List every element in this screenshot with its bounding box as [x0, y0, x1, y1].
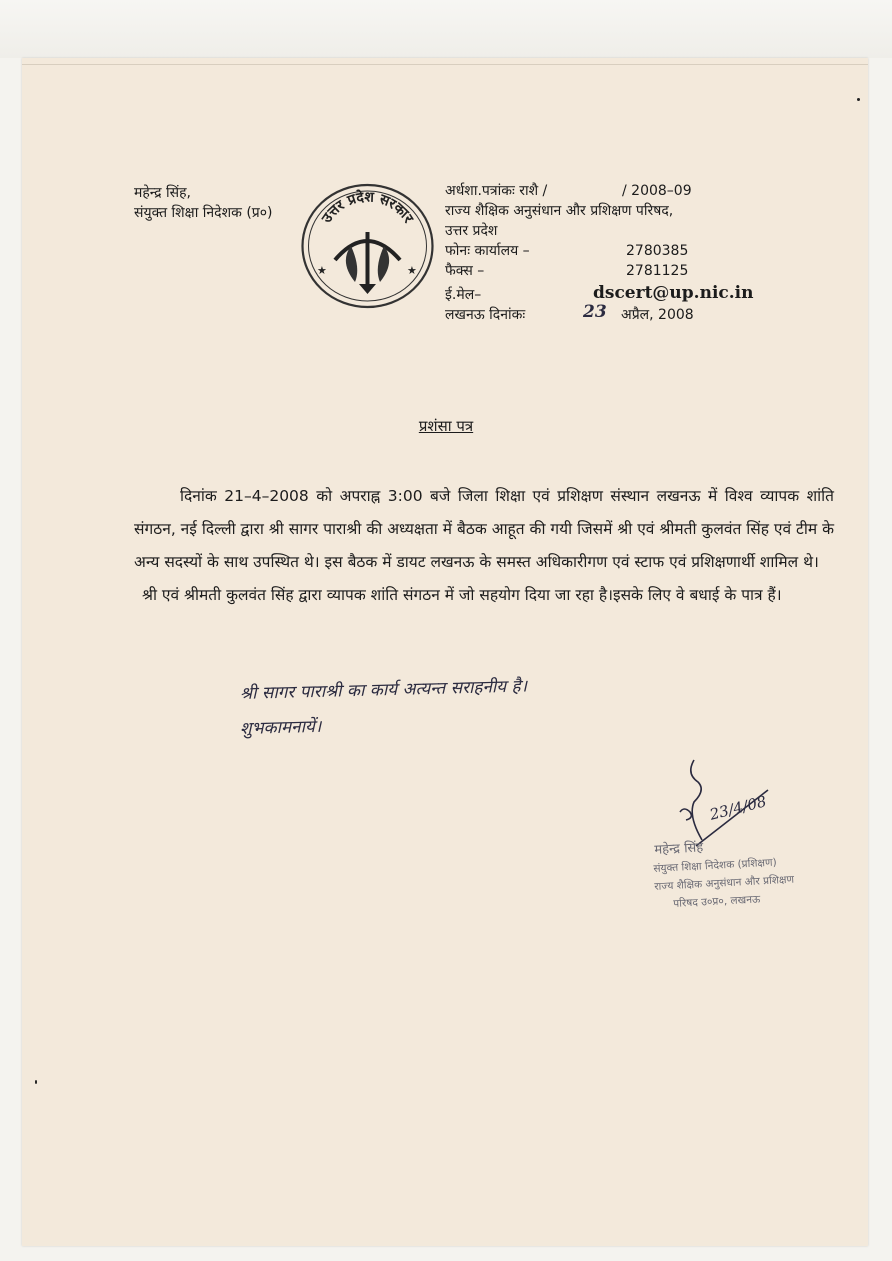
sender-name: महेन्द्र सिंह,	[134, 185, 191, 201]
body-paragraph-2: श्री एवं श्रीमती कुलवंत सिंह द्वारा व्यापक शांति संगठन में जो सहयोग दिया जा रहा है।इसके लिए वे बधाई के पात्र हैं।	[142, 586, 782, 604]
email-value: dscert@up.nic.in	[593, 283, 754, 303]
letter-number-label: अर्धशा.पत्रांकः राशै /	[445, 183, 548, 199]
date-label: लखनऊ दिनांकः	[445, 307, 526, 323]
scan-margin-top	[0, 0, 892, 58]
seal-icon	[299, 182, 436, 310]
sender-designation: संयुक्त शिक्षा निदेशक (प्र०)	[134, 205, 273, 221]
scan-speck	[35, 1080, 37, 1084]
stamp-line-1: संयुक्त शिक्षा निदेशक (प्रशिक्षण)	[653, 856, 777, 875]
official-stamp	[652, 835, 795, 914]
letter-heading: प्रशंसा पत्र	[418, 417, 474, 435]
letter-body	[134, 480, 834, 612]
government-seal	[299, 182, 436, 310]
signature-date: 23/4/08	[707, 792, 769, 824]
handwritten-note-line-1: श्री सागर पाराश्री का कार्य अत्यन्त सराहनीय है।	[239, 676, 528, 704]
email-label: ई.मेल–	[445, 287, 482, 303]
fax-label: फैक्स –	[445, 263, 485, 279]
svg-text:★: ★	[317, 264, 327, 277]
organization-line-2: उत्तर प्रदेश	[445, 223, 498, 239]
organization-line-1: राज्य शैक्षिक अनुसंधान और प्रशिक्षण परिषद,	[445, 203, 674, 219]
stamp-name: महेन्द्र सिंह	[654, 840, 704, 858]
phone-label: फोनः कार्यालय –	[445, 243, 530, 259]
paper-top-edge	[22, 64, 868, 65]
phone-value: 2780385	[626, 243, 689, 259]
letter-number-year: / 2008–09	[622, 183, 692, 199]
svg-text:★: ★	[407, 264, 417, 277]
handwritten-note-line-2: शुभकामनायें।	[239, 716, 322, 739]
date-value: अप्रैल, 2008	[621, 307, 694, 323]
stamp-line-2: राज्य शैक्षिक अनुसंधान और प्रशिक्षण	[654, 873, 795, 893]
body-paragraph-1: दिनांक 21–4–2008 को अपराह्न 3:00 बजे जिला शिक्षा एवं प्रशिक्षण संस्थान लखनऊ में विश्व व्यापक शांति संगठन, नई दिल्ली द्वारा श्री सागर पाराश्री की अध्यक्षता में बैठक आहूत की गयी जिसमें श्री एवं श्रीमती कुलवंत सिंह एवं टीम के अन्य सदस्यों के साथ उपस्थित थे। इस बैठक में डायट लखनऊ के समस्त अधिकारीगण एवं स्टाफ एवं प्रशिक्षणार्थी शामिल थे।	[134, 487, 834, 571]
scan-speck	[857, 98, 860, 101]
stamp-line-3: परिषद उ०प्र०, लखनऊ	[672, 893, 761, 910]
date-day-handwritten: 23	[583, 302, 607, 322]
svg-text:उत्तर प्रदेश सरकार: उत्तर प्रदेश सरकार	[318, 189, 417, 226]
fax-value: 2781125	[626, 263, 689, 279]
